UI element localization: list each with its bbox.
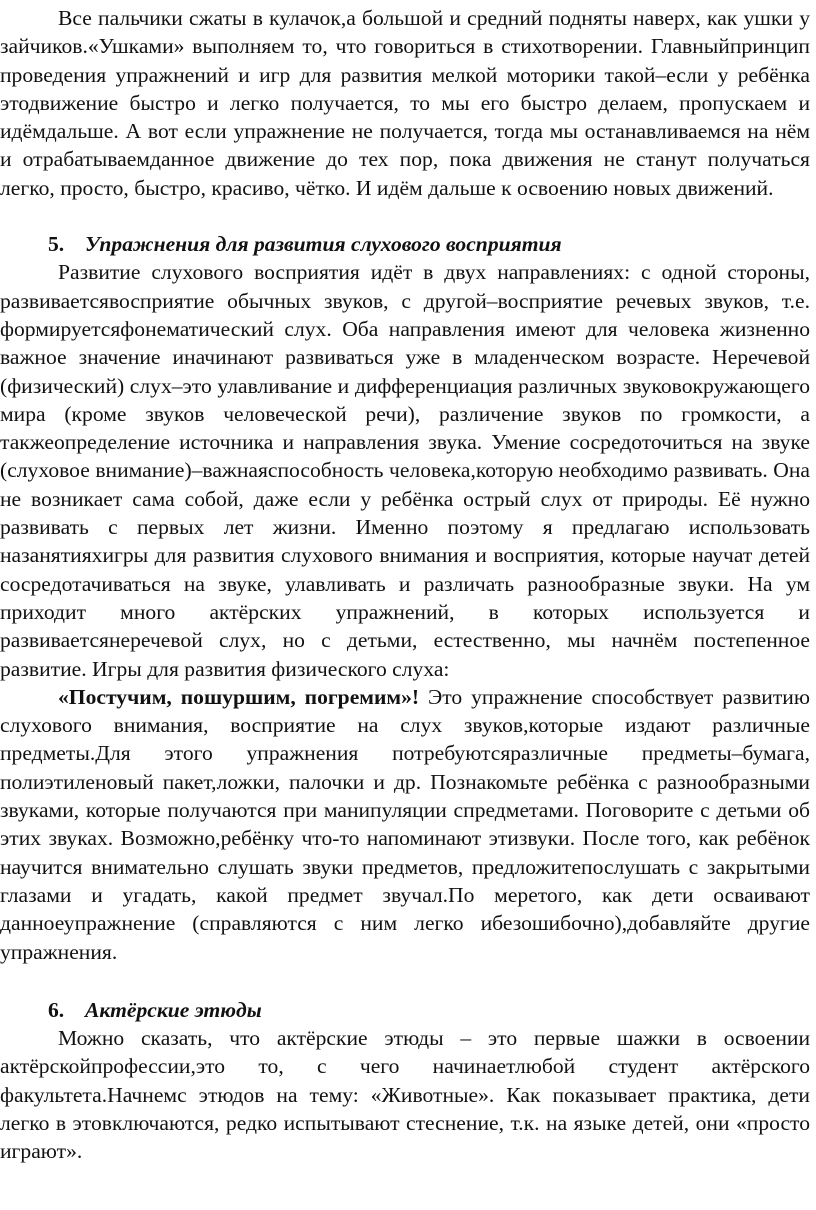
spacer <box>0 202 810 230</box>
section-6-heading <box>0 996 810 1024</box>
section-5-title: Упражнения для развития слухового восприятия <box>85 232 562 257</box>
section-5-paragraph-2 <box>0 683 810 966</box>
section-6-number: 6. <box>48 997 65 1022</box>
game-title: «Постучим, пошуршим, погремим»! <box>58 684 420 709</box>
intro-paragraph: Все пальчики сжаты в кулачок,а большой и средний подняты наверх, как ушки у зайчиков.«Ушками» выполняем то, что говориться в стихотворении. Главныйпринцип проведения упражнений и игр для развития мелкой моторики такой–если у ребёнка этодвижение быстро и легко получается, то мы его быстро делаем, пропускаем и идёмдальше. А вот если упражнение не получается, тогда мы останавливаемся на нём и отрабатываемданное движение до тех пор, пока движения не станут получаться легко, просто, быстро, красиво, чётко. И идём дальше к освоению новых движений. <box>0 6 810 200</box>
game-description: Это упражнение способствует развитию слухового внимания, восприятие на слух звуков,которые издают различные предметы.Для этого упражнения потребуютсяразличные предметы–бумага, полиэтиленовый пакет,ложки, палочки и др. Познакомьте ребёнка с разнообразными звуками, которые получаются при манипуляции спредметами. Поговорите с детьми об этих звуках. Возможно,ребёнку что-то напоминают этизвуки. После того, как ребёнок научится внимательно слушать звуки предметов, предложитепослушать с закрытыми глазами и угадать, какой предмет звучал.По меретого, как дети осваивают данноеупражнение (справляются с ним легко ибезошибочно),добавляйте другие упражнения. <box>0 684 810 964</box>
section-5-heading <box>0 230 810 258</box>
section-5-paragraph-1: Развитие слухового восприятия идёт в двух направлениях: с одной стороны, развиваетсявосприятие обычных звуков, с другой–восприятие речевых звуков, т.е. формируетсяфонематический слух. Оба направления имеют для человека жизненно важное значение иначинают развиваться уже в младенческом возрасте. Неречевой (физический) слух–это улавливание и дифференциация различных звуковокружающего мира (кроме звуков человеческой речи), различение звуков по громкости, а такжеопределение источника и направления звука. Умение сосредоточиться на звуке (слуховое внимание)–важнаяспособность человека,которую необходимо развивать. Она не возникает сама собой, даже если у ребёнка острый слух от природы. Её нужно развивать с первых лет жизни. Именно поэтому я предлагаю использовать назанятияхигры для развития слухового внимания и восприятия, которые научат детей сосредотачиваться на звуке, улавливать и различать разнообразные звуки. На ум приходит много актёрских упражнений, в которых используется и развиваетсянеречевой слух, но с детьми, естественно, мы начнём постепенное развитие. Игры для развития физического слуха: <box>0 260 810 681</box>
section-6-paragraph-1: Можно сказать, что актёрские этюды – это первые шажки в освоении актёрскойпрофессии,это то, с чего начинаетлюбой студент актёрского факультета.Начнемс этюдов на тему: «Животные». Как показывает практика, дети легко в этовключаются, редко испытывают стеснение, т.к. на языке детей, они «просто играют». <box>0 1026 810 1164</box>
section-5-number: 5. <box>48 232 65 257</box>
section-6-title: Актёрские этюды <box>85 997 262 1022</box>
spacer <box>0 966 810 996</box>
